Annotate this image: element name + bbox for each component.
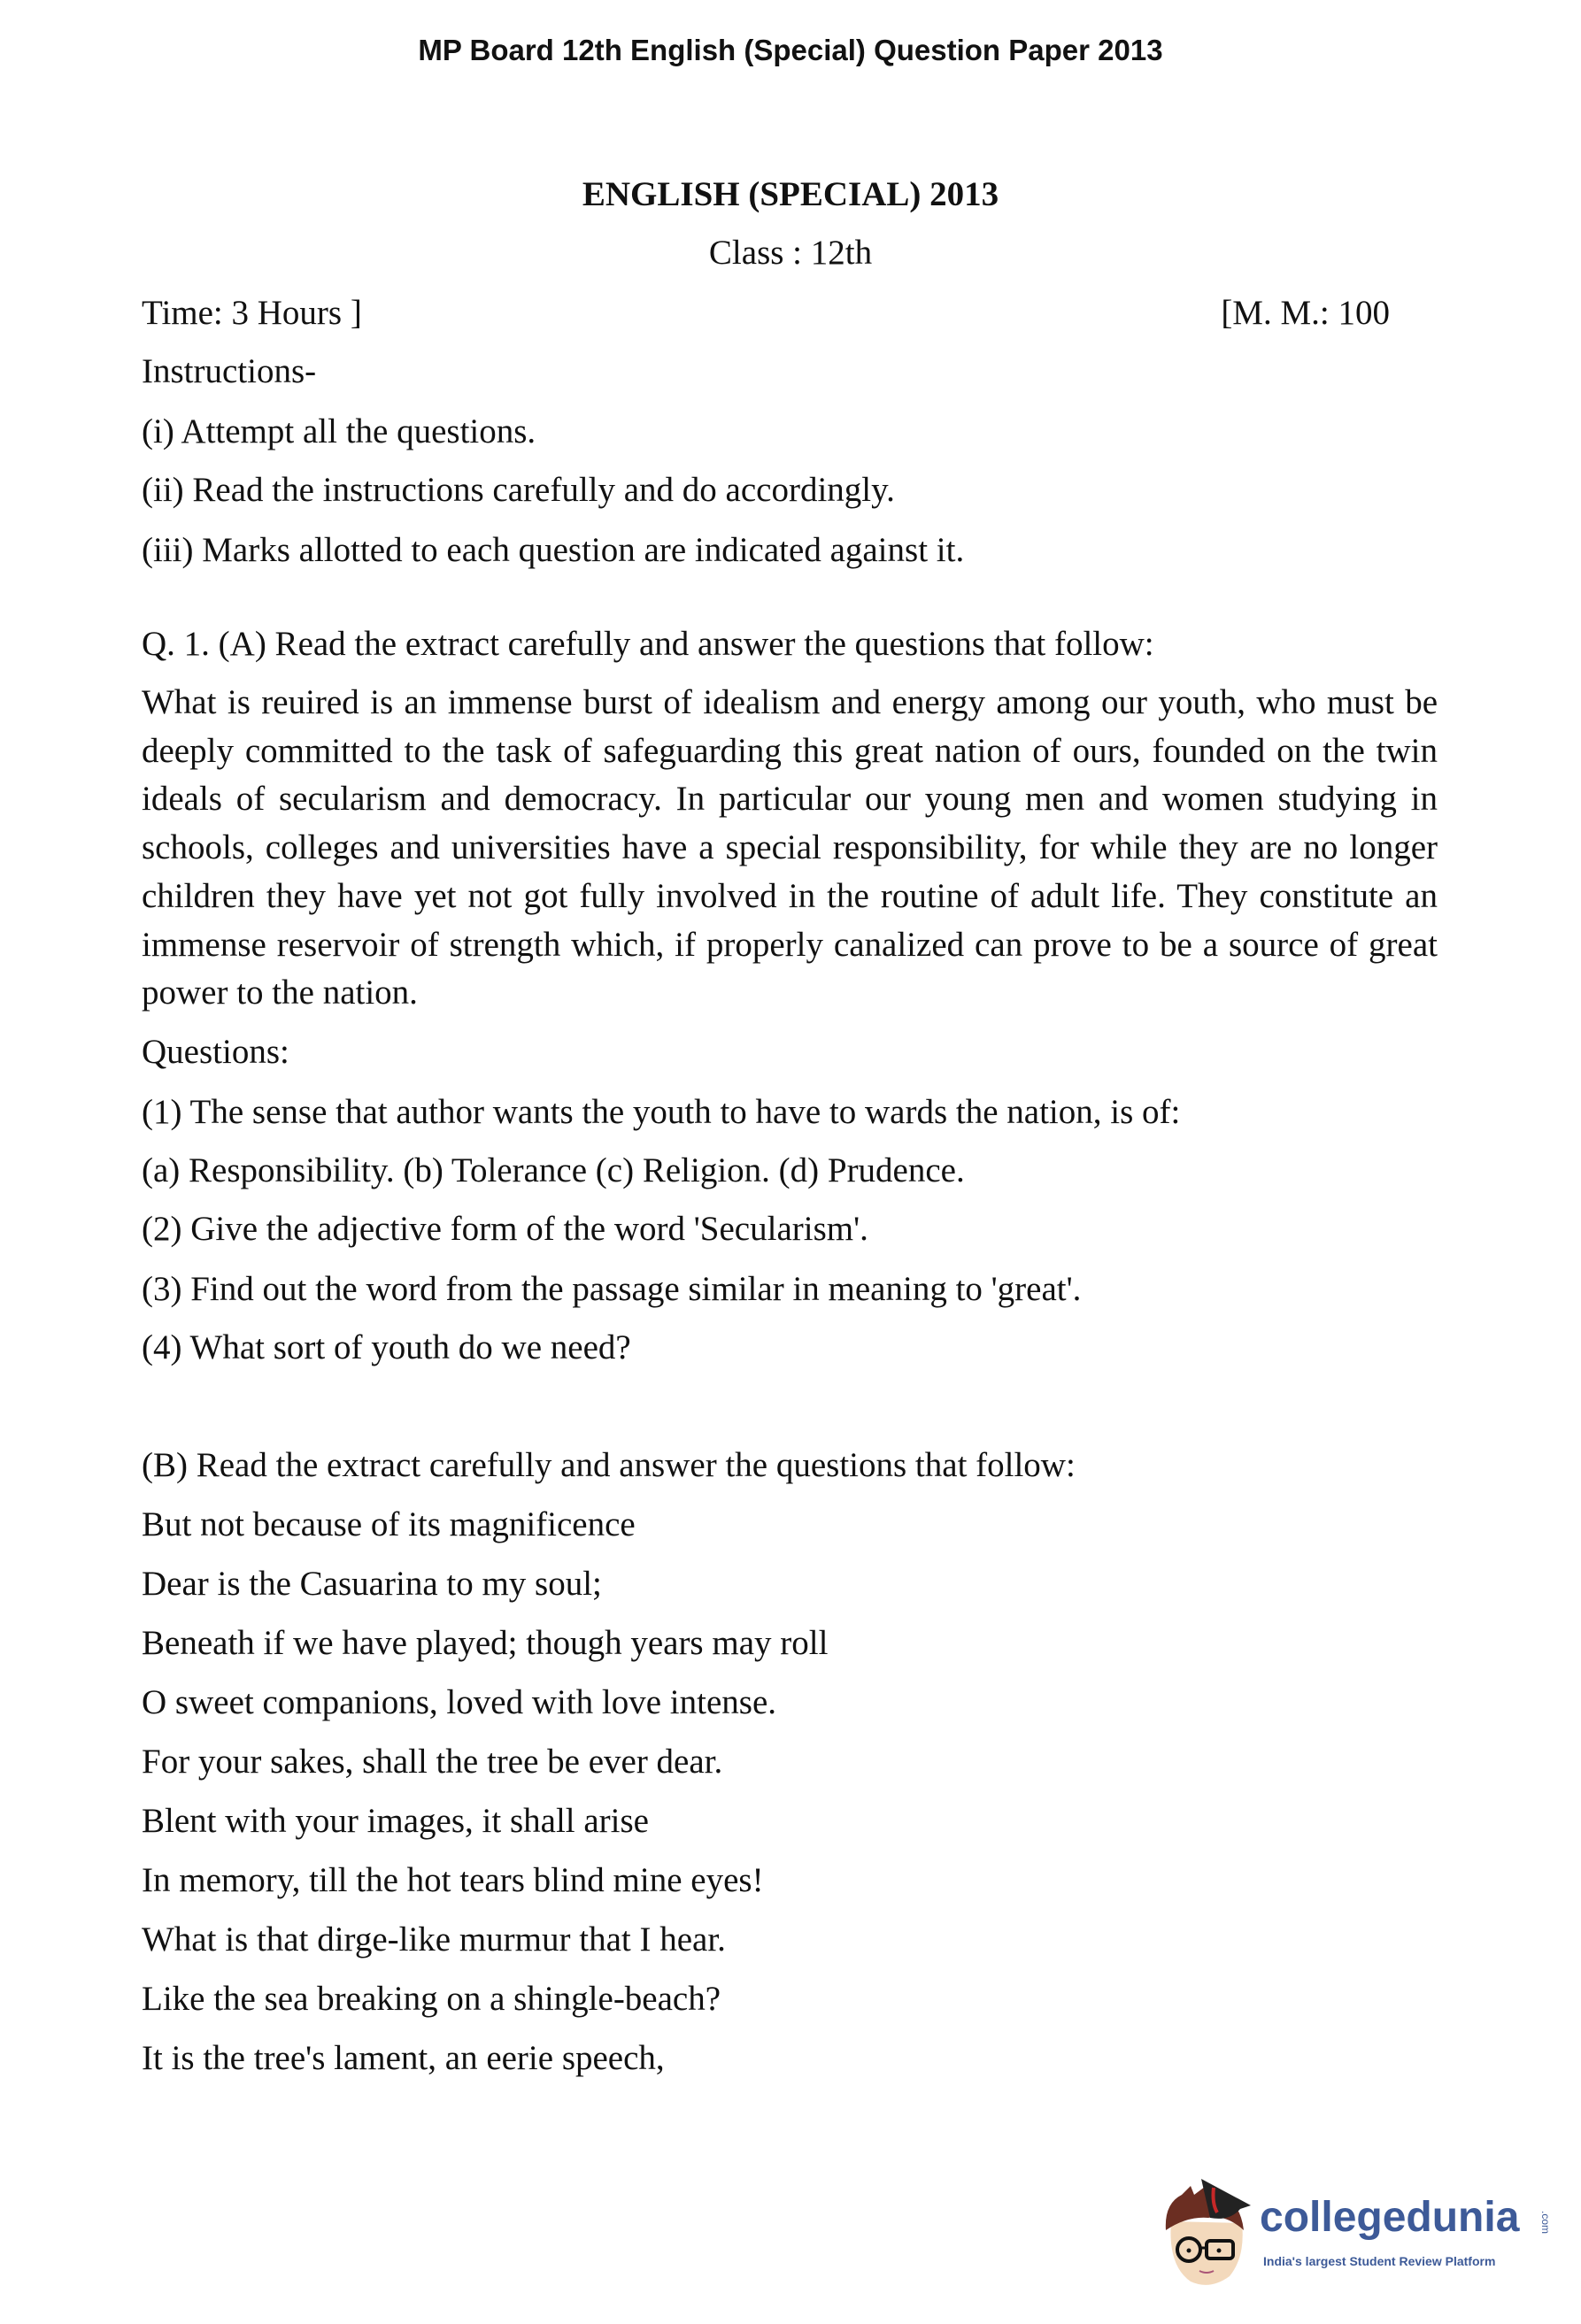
questions-label: Questions: [142, 1032, 289, 1071]
brand-tagline: India's largest Student Review Platform [1263, 2254, 1496, 2268]
poem-line: Blent with your images, it shall arise [142, 1801, 649, 1840]
poem-line: Dear is the Casuarina to my soul; [142, 1564, 602, 1603]
instruction-item: (iii) Marks allotted to each question are indicated against it. [142, 531, 965, 569]
question-item: (4) What sort of youth do we need? [142, 1327, 631, 1366]
paper-title: ENGLISH (SPECIAL) 2013 [582, 175, 999, 213]
poem-line: Beneath if we have played; though years may roll [142, 1623, 829, 1662]
question-body [142, 623, 1438, 2080]
instructions-heading: Instructions- [142, 352, 317, 390]
instruction-item: (i) Attempt all the questions. [142, 412, 536, 450]
question-options: (a) Responsibility. (b) Tolerance (c) Religion. (d) Prudence. [142, 1150, 965, 1189]
poem-line: It is the tree's lament, an eerie speech, [142, 2038, 665, 2077]
instruction-item: (ii) Read the instructions carefully and do accordingly. [142, 471, 895, 509]
brand-suffix: .com [1539, 2211, 1552, 2235]
q1a-passage: What is reuired is an immense burst of idealism and energy among our youth, who must be deeply committed to the task of safeguarding this great nation of ours, founded on the twin ideals of secularism and democracy. In particular our young men and women studying in schools, colleges and universities have a special responsibility, for while they are no longer children they have yet not got fully involved in the routine of adult life. They constitute an immense reservoir of strength which, if properly canalized can prove to be a source of great power to the nation. [142, 683, 1438, 1012]
poem-line: Like the sea breaking on a shingle-beach? [142, 1979, 721, 2018]
collegedunia-logo [1155, 2168, 1562, 2292]
question-item: (1) The sense that author wants the youth to have to wards the nation, is of: [142, 1092, 1181, 1131]
q1a-heading: Q. 1. (A) Read the extract carefully and answer the questions that follow: [142, 625, 1154, 663]
page-header: MP Board 12th English (Special) Question Paper 2013 [418, 34, 1163, 66]
q1b-heading: (B) Read the extract carefully and answer the questions that follow: [142, 1445, 1076, 1484]
brand-name: collegedunia [1260, 2194, 1520, 2241]
question-item: (2) Give the adjective form of the word 'Secularism'. [142, 1209, 868, 1248]
poem-line: What is that dirge-like murmur that I hear. [142, 1920, 726, 1958]
poem-line: In memory, till the hot tears blind mine eyes! [142, 1860, 764, 1899]
mascot-icon [1155, 2168, 1261, 2292]
question-item: (3) Find out the word from the passage similar in meaning to 'great'. [142, 1269, 1082, 1308]
poem-line: For your sakes, shall the tree be ever dear. [142, 1742, 723, 1781]
class-line: Class : 12th [708, 234, 873, 272]
max-marks: [M. M.: 100 [1221, 294, 1390, 332]
poem-line: O sweet companions, loved with love intense. [142, 1682, 777, 1721]
time-allowed: Time: 3 Hours ] [142, 294, 362, 332]
poem-line: But not because of its magnificence [142, 1504, 636, 1543]
